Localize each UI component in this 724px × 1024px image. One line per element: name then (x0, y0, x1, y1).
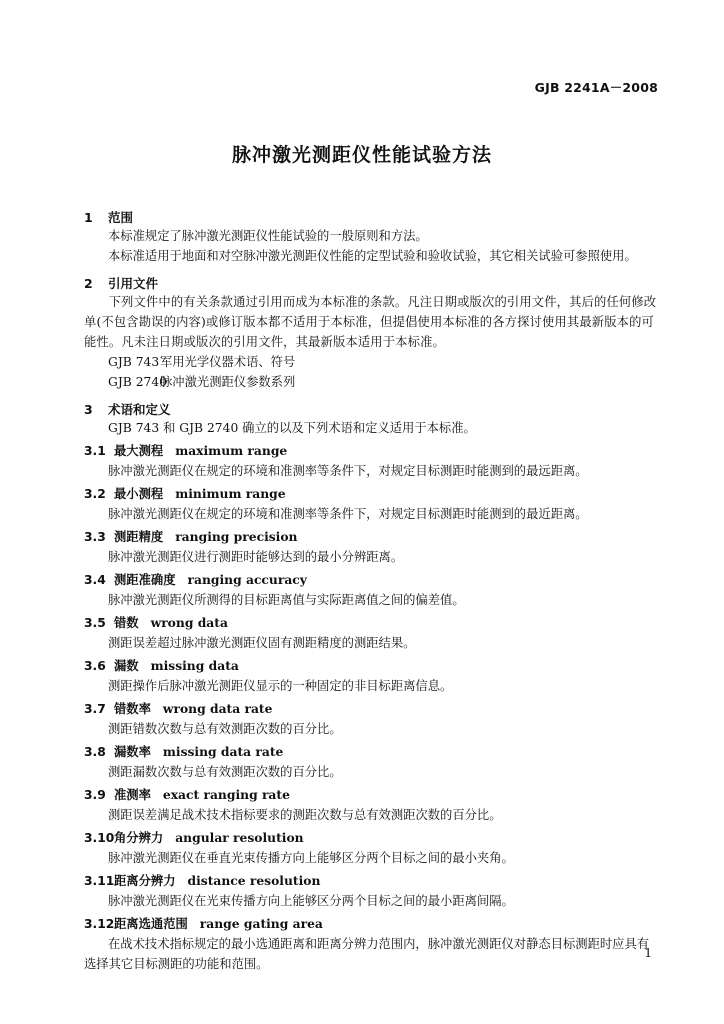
term-en: missing data rate (162, 744, 284, 759)
term-zh: 错数率 (114, 702, 151, 716)
document-title: 脉冲激光测距仪性能试验方法 (231, 144, 492, 166)
section-heading-references (84, 274, 660, 292)
term-en: distance resolution (187, 873, 321, 888)
term-zh: 最小测程 (114, 487, 164, 501)
section-number: 2 (84, 276, 93, 291)
term-en: wrong data (150, 615, 228, 630)
term-en: minimum range (175, 486, 286, 501)
term-heading (84, 914, 660, 934)
term-en: range gating area (199, 916, 323, 931)
term-number: 3.1 (84, 444, 106, 458)
term-heading (84, 484, 660, 504)
term-en: missing data (150, 658, 239, 673)
term-heading (84, 785, 660, 805)
term-zh: 漏数 (114, 659, 139, 673)
term-heading (84, 656, 660, 676)
term-definition: 测距漏数次数与总有效测距次数的百分比。 (108, 765, 342, 779)
paragraph: 下列文件中的有关条款通过引用而成为本标准的条款。凡注日期或版次的引用文件，其后的任何修改单(不包含勘误的内容)或修订版本都不适用于本标准，但提倡使用本标准的各方探讨使用其最新版本的可能性。凡未注日期或版次的引用文件，其最新版本适用于本标准。 (84, 295, 657, 349)
term-en: angular resolution (175, 830, 304, 845)
term-heading (84, 828, 660, 848)
section-number: 1 (84, 210, 93, 225)
term-zh: 距离分辨力 (114, 874, 176, 888)
term-heading (84, 871, 660, 891)
reference-item (84, 352, 660, 372)
term-zh: 距离选通范围 (114, 917, 188, 931)
reference-code: GJB 2740 (108, 375, 167, 389)
term-definition: 测距操作后脉冲激光测距仪显示的一种固定的非目标距离信息。 (108, 679, 453, 693)
term-heading (84, 441, 660, 461)
paragraph: 本标准适用于地面和对空脉冲激光测距仪性能的定型试验和验收试验，其它相关试验可参照使用。 (108, 249, 637, 263)
term-number: 3.10 (84, 831, 115, 845)
term-definition: 测距误差满足战术技术指标要求的测距次数与总有效测距次数的百分比。 (108, 808, 502, 822)
term-en: exact ranging rate (162, 787, 290, 802)
term-number: 3.6 (84, 659, 106, 673)
term-definition: 测距误差超过脉冲激光测距仪固有测距精度的测距结果。 (108, 636, 416, 650)
term-definition: 脉冲激光测距仪在光束传播方向上能够区分两个目标之间的最小距离间隔。 (108, 894, 514, 908)
reference-item (84, 372, 660, 392)
term-en: wrong data rate (162, 701, 273, 716)
section-number: 3 (84, 402, 93, 417)
term-number: 3.8 (84, 745, 106, 759)
term-zh: 角分辨力 (114, 831, 164, 845)
term-zh: 最大测程 (114, 444, 164, 458)
term-number: 3.9 (84, 788, 106, 802)
term-zh: 测距准确度 (114, 573, 176, 587)
term-heading (84, 527, 660, 547)
term-definition: 脉冲激光测距仪在垂直光束传播方向上能够区分两个目标之间的最小夹角。 (108, 851, 514, 865)
reference-name: 军用光学仪器术语、符号 (160, 355, 296, 369)
term-zh: 准测率 (114, 788, 151, 802)
section-heading-scope (84, 208, 660, 226)
term-number: 3.12 (84, 917, 115, 931)
term-number: 3.5 (84, 616, 106, 630)
term-number: 3.4 (84, 573, 106, 587)
paragraph: 本标准规定了脉冲激光测距仪性能试验的一般原则和方法。 (108, 229, 428, 243)
term-zh: 错数 (114, 616, 139, 630)
standard-code: GJB 2241A－2008 (534, 80, 658, 95)
section-title: 范围 (108, 210, 134, 225)
page-number: 1 (644, 946, 652, 960)
term-definition: 脉冲激光测距仪在规定的环境和准测率等条件下，对规定目标测距时能测到的最远距离。 (108, 464, 588, 478)
term-en: ranging accuracy (187, 572, 307, 587)
term-en: maximum range (175, 443, 288, 458)
reference-code: GJB 743 (108, 355, 160, 369)
term-definition: 脉冲激光测距仪所测得的目标距离值与实际距离值之间的偏差值。 (108, 593, 465, 607)
term-en: ranging precision (175, 529, 298, 544)
section-title: 术语和定义 (108, 402, 171, 417)
term-definition: 测距错数次数与总有效测距次数的百分比。 (108, 722, 342, 736)
reference-name: 脉冲激光测距仪参数系列 (160, 375, 296, 389)
section-heading-terms (84, 400, 660, 418)
term-definition: 脉冲激光测距仪在规定的环境和准测率等条件下，对规定目标测距时能测到的最近距离。 (108, 507, 588, 521)
term-heading (84, 570, 660, 590)
term-definition: 在战术技术指标规定的最小选通距离和距离分辨力范围内，脉冲激光测距仪对静态目标测距时应具有选择其它目标测距的功能和范围。 (84, 937, 650, 971)
term-number: 3.3 (84, 530, 106, 544)
term-definition: 脉冲激光测距仪进行测距时能够达到的最小分辨距离。 (108, 550, 404, 564)
term-heading (84, 699, 660, 719)
term-number: 3.7 (84, 702, 106, 716)
term-number: 3.2 (84, 487, 106, 501)
term-heading (84, 613, 660, 633)
term-zh: 测距精度 (114, 530, 164, 544)
term-heading (84, 742, 660, 762)
term-number: 3.11 (84, 874, 115, 888)
document-body (84, 200, 660, 974)
paragraph: GJB 743 和 GJB 2740 确立的以及下列术语和定义适用于本标准。 (108, 421, 476, 435)
section-title: 引用文件 (108, 276, 159, 291)
term-zh: 漏数率 (114, 745, 151, 759)
